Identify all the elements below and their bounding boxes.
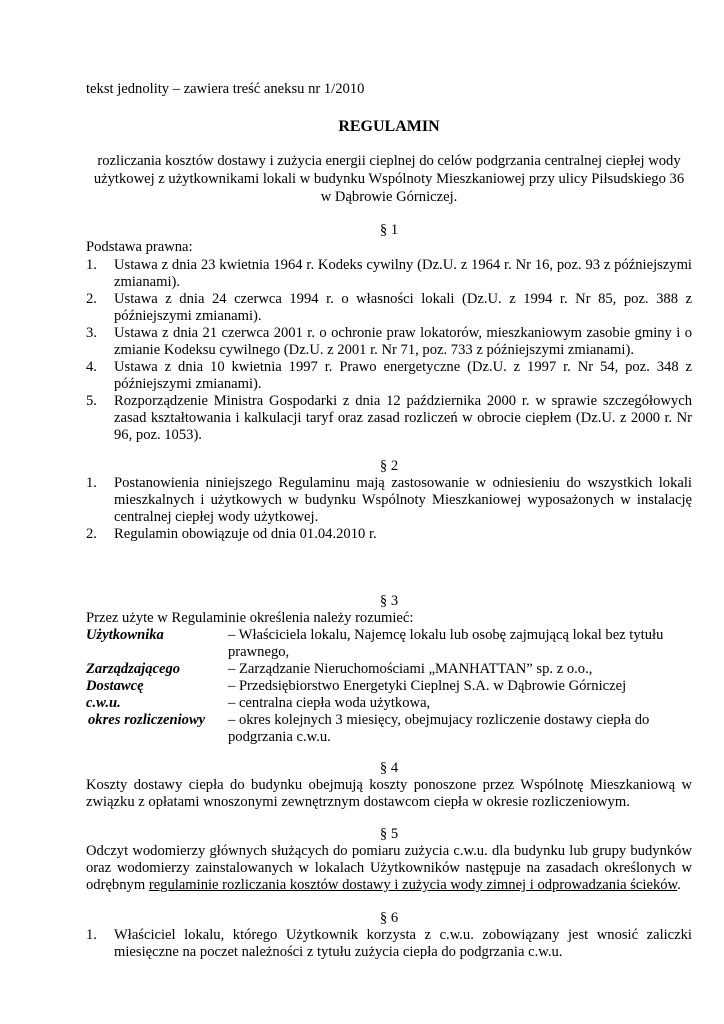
list-number: 5. xyxy=(86,393,97,409)
list-item-text: późniejszymi zmianami). xyxy=(114,308,262,324)
list-number: 1. xyxy=(86,257,97,273)
section-intro: Przez użyte w Regulaminie określenia należy rozumieć: xyxy=(86,610,414,626)
paragraph-line: związku z opłatami wnoszonymi zewnętrznym dostawcom ciepła w okresie rozliczeniowym. xyxy=(86,794,630,810)
list-item-text: późniejszymi zmianami). xyxy=(114,376,262,392)
list-item-text: Właściciel lokalu, którego Użytkownik korzysta z c.w.u. zobowiązany jest wnosić zaliczki xyxy=(114,927,692,943)
list-item-text: 96, poz. 1053). xyxy=(114,427,202,443)
list-number: 4. xyxy=(86,359,97,375)
paragraph-line: oraz wodomierzy zainstalowanych w lokalach Użytkowników następuje na zasadach określonych w xyxy=(86,860,692,876)
list-number: 2. xyxy=(86,526,97,542)
definition-text: prawnego, xyxy=(228,644,290,660)
header-note: tekst jednolity – zawiera treść aneksu nr 1/2010 xyxy=(86,81,365,97)
list-item-text: zmianie Kodeksu cywilnego (Dz.U. z 2001 r. Nr 71, poz. 733 z późniejszymi zmianami). xyxy=(114,342,634,358)
list-item-text: Ustawa z dnia 23 kwietnia 1964 r. Kodeks cywilny (Dz.U. z 1964 r. Nr 16, poz. 93 z późniejszymi xyxy=(114,257,692,273)
definition-text: – centralna ciepła woda użytkowa, xyxy=(228,695,431,711)
paragraph-text: odrębnym xyxy=(86,877,149,893)
paragraph-text: . xyxy=(677,877,681,893)
definition-term: Zarządzającego xyxy=(86,661,181,677)
definition-term: Użytkownika xyxy=(86,627,164,643)
section-heading: § 6 xyxy=(379,910,399,926)
regulation-link[interactable]: regulaminie rozliczania kosztów dostawy i zużycia wody zimnej i odprowadzania ścieków xyxy=(148,877,678,893)
page-title: REGULAMIN xyxy=(338,118,440,135)
definition-term: Dostawcę xyxy=(86,678,144,694)
section-heading: § 5 xyxy=(379,826,399,842)
list-item-text: Rozporządzenie Ministra Gospodarki z dnia 12 października 2000 r. w sprawie szczegółowych xyxy=(114,393,692,409)
section-heading: § 4 xyxy=(379,760,399,776)
list-item-text: zmianami). xyxy=(114,274,181,290)
list-number: 2. xyxy=(86,291,97,307)
section-heading: § 2 xyxy=(379,458,399,474)
definition-text: – Przedsiębiorstwo Energetyki Cieplnej S.A. w Dąbrowie Górniczej xyxy=(228,678,627,694)
section-heading: § 3 xyxy=(379,593,399,609)
list-item-text: zasad kształtowania i kalkulacji taryf oraz zasad rozliczeń w obrocie ciepłem (Dz.U. z 2000 r. Nr xyxy=(114,410,692,426)
definition-text: – okres kolejnych 3 miesięcy, obejmujacy rozliczenie dostawy ciepła do xyxy=(228,712,650,728)
list-item-text: Ustawa z dnia 24 czerwca 1994 r. o własności lokali (Dz.U. z 1994 r. Nr 85, poz. 388 z xyxy=(114,291,692,307)
list-number: 1. xyxy=(86,475,97,491)
paragraph-line xyxy=(86,876,681,894)
list-item-text: centralnej ciepłej wody użytkowej. xyxy=(114,509,319,525)
definition-text: – Zarządzanie Nieruchomościami „MANHATTAN” sp. z o.o., xyxy=(228,661,593,677)
section-heading: § 1 xyxy=(379,222,399,238)
list-number: 3. xyxy=(86,325,97,341)
subtitle-line: rozliczania kosztów dostawy i zużycia energii cieplnej do celów podgrzania centralnej ciepłej wody xyxy=(97,153,681,169)
section-intro: Podstawa prawna: xyxy=(86,239,193,255)
subtitle-line: w Dąbrowie Górniczej. xyxy=(320,189,458,205)
list-item-text: miesięczne na poczet należności z tytułu zużycia ciepła do podgrzania c.w.u. xyxy=(114,944,563,960)
definition-text: podgrzania c.w.u. xyxy=(228,729,331,745)
definition-text: – Właściciela lokalu, Najemcę lokalu lub osobę zajmującą lokal bez tytułu xyxy=(228,627,664,643)
paragraph-line: Koszty dostawy ciepła do budynku obejmują koszty ponoszone przez Wspólnotę Mieszkaniową w xyxy=(86,777,692,793)
list-item-text: Ustawa z dnia 21 czerwca 2001 r. o ochronie praw lokatorów, mieszkaniowym zasobie gminy i o xyxy=(114,325,692,341)
definition-term: okres rozliczeniowy xyxy=(88,712,206,728)
list-item-text: Postanowienia niniejszego Regulaminu mają zastosowanie w odniesieniu do wszystkich lokali xyxy=(114,475,692,491)
definition-term: c.w.u. xyxy=(86,695,121,711)
list-item-text: mieszkalnych i użytkowych w budynku Wspólnoty Mieszkaniowej wyposażonych w instalację xyxy=(114,492,692,508)
list-item-text: Ustawa z dnia 10 kwietnia 1997 r. Prawo energetyczne (Dz.U. z 1997 r. Nr 54, poz. 348 z xyxy=(114,359,692,375)
list-item-text: Regulamin obowiązuje od dnia 01.04.2010 r. xyxy=(114,526,377,542)
paragraph-line: Odczyt wodomierzy głównych służących do pomiaru zużycia c.w.u. dla budynku lub grupy budynków xyxy=(86,843,692,859)
subtitle-line: użytkowej z użytkownikami lokali w budynku Wspólnoty Mieszkaniowej przy ulicy Piłsudskiego 36 xyxy=(93,171,685,187)
list-number: 1. xyxy=(86,927,97,943)
